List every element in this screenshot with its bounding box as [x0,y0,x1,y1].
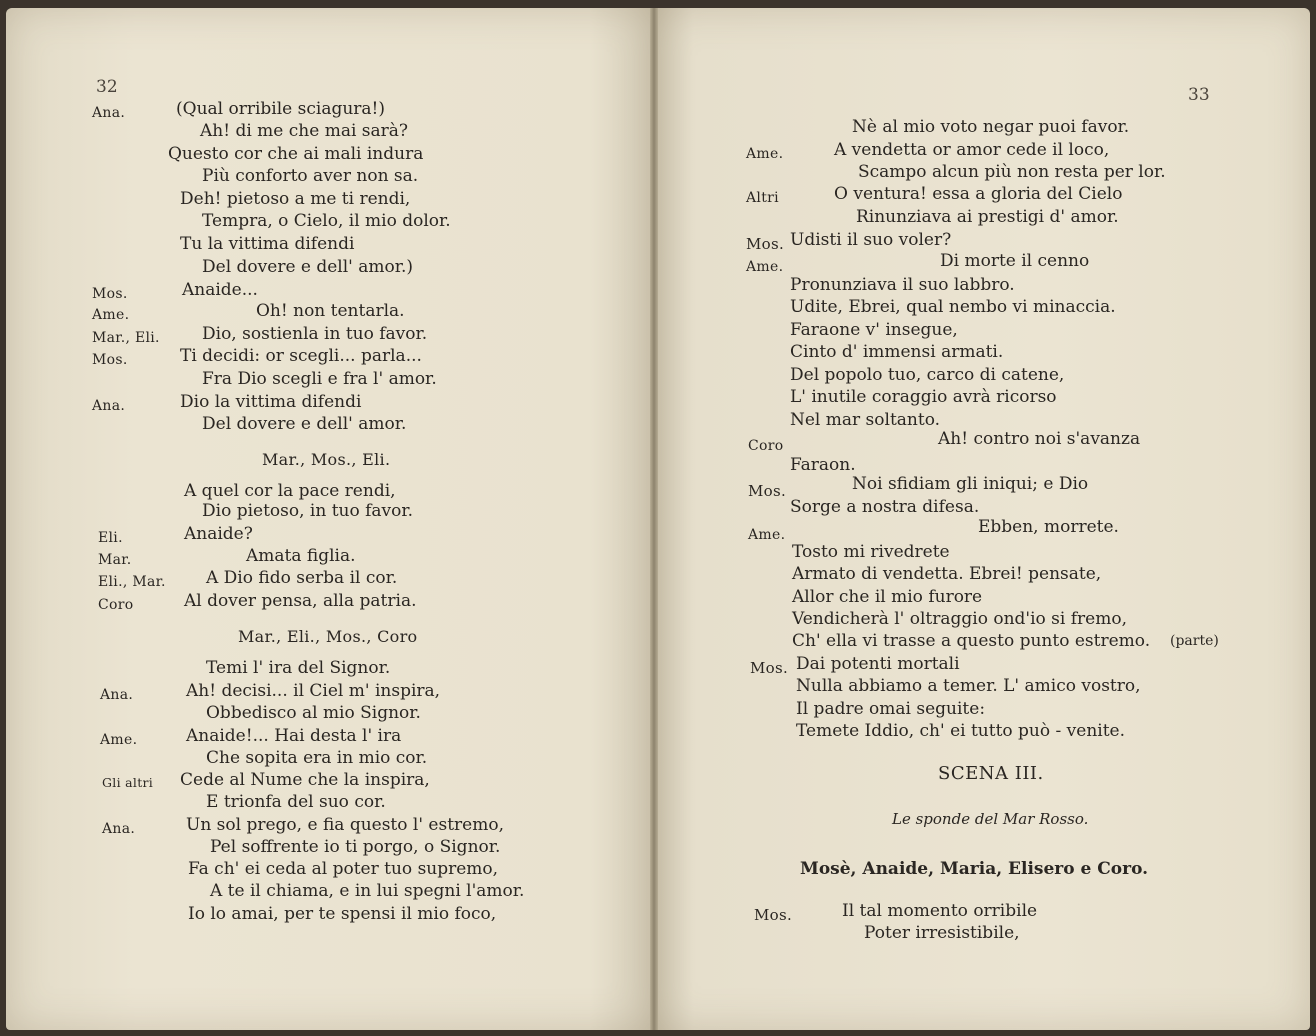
verse-line: Più conforto aver non sa. [202,166,419,186]
verse-line: Tu la vittima difendi [180,234,355,254]
verse-line: Tosto mi rivedrete [792,542,950,562]
verse-line: Faraon. [790,455,856,475]
verse-line: Rinunziava ai prestigi d' amor. [856,207,1119,227]
verse-line: L' inutile coraggio avrà ricorso [790,387,1057,407]
verse-line: Vendicherà l' oltraggio ond'io si fremo, [792,609,1127,629]
verse-line: Allor che il mio furore [792,587,983,607]
verse-line: Obbedisco al mio Signor. [206,703,421,723]
ensemble-heading: Mar., Mos., Eli. [262,450,391,469]
verse-line: Fa ch' ei ceda al poter tuo supremo, [188,859,499,879]
verse-line: Deh! pietoso a me ti rendi, [180,189,411,209]
verse-line: Di morte il cenno [940,251,1090,271]
verse-line: O ventura! essa a gloria del Cielo [834,184,1123,204]
page-number-right: 33 [1188,85,1210,105]
verse-line: Del dovere e dell' amor. [202,414,407,434]
verse-line: Temete Iddio, ch' ei tutto può - venite. [796,721,1126,741]
verse-line: Oh! non tentarla. [256,301,405,321]
verse-line: Questo cor che ai mali indura [168,144,424,164]
speaker: Coro [748,438,784,454]
speaker: Ana. [92,398,126,414]
speaker: Ame. [746,259,784,275]
speaker: Ame. [746,146,784,162]
speaker: Mos. [92,352,128,368]
speaker: Mos. [754,906,793,924]
verse-line: A quel cor la pace rendi, [184,481,396,501]
verse-line: Del dovere e dell' amor.) [202,257,414,277]
verse-line: Udite, Ebrei, qual nembo vi minaccia. [790,297,1116,317]
speaker: Ana. [92,105,126,121]
verse-line: Ah! decisi... il Ciel m' inspira, [186,681,441,701]
verse-line: Udisti il suo voler? [790,230,952,250]
speaker: Mar., Eli. [92,330,160,346]
stage-direction: (parte) [1170,633,1219,649]
ensemble-heading: Mar., Eli., Mos., Coro [238,627,418,646]
verse-line: Amata figlia. [246,546,356,566]
verse-line: Ah! di me che mai sarà? [200,121,409,141]
verse-line: Scampo alcun più non resta per lor. [858,162,1166,182]
verse-line: Ah! contro noi s'avanza [938,429,1141,449]
verse-line: Fra Dio scegli e fra l' amor. [202,369,437,389]
verse-line: Noi sfidiam gli iniqui; e Dio [852,474,1089,494]
verse-line: Pel soffrente io ti porgo, o Signor. [210,837,501,857]
speaker: Ame. [748,527,786,543]
verse-line: Pronunziava il suo labbro. [790,275,1015,295]
verse-line: Nulla abbiamo a temer. L' amico vostro, [796,676,1141,696]
verse-line: Che sopita era in mio cor. [206,748,428,768]
speaker: Mos. [746,235,785,253]
speaker: Mos. [750,659,789,677]
character-list: Mosè, Anaide, Maria, Elisero e Coro. [800,859,1149,879]
verse-line: E trionfa del suo cor. [206,792,386,812]
speaker: Mar. [98,552,132,568]
speaker: Ame. [100,732,138,748]
speaker: Eli. [98,530,123,546]
verse-line: Dio, sostienla in tuo favor. [202,324,428,344]
speaker: Ame. [92,307,130,323]
verse-line: Ebben, morrete. [978,517,1119,537]
verse-line: Io lo amai, per te spensi il mio foco, [188,904,497,924]
page-number-left: 32 [96,77,118,97]
verse-line: Cinto d' immensi armati. [790,342,1004,362]
verse-line: A te il chiama, e in lui spegni l'amor. [210,881,525,901]
speaker: Ana. [100,687,134,703]
verse-line: Tempra, o Cielo, il mio dolor. [202,211,451,231]
scene-setting: Le sponde del Mar Rosso. [892,810,1089,828]
verse-line: A Dio fido serba il cor. [206,568,398,588]
verse-line: Dio pietoso, in tuo favor. [202,501,414,521]
speaker: Mos. [748,482,787,500]
verse-line: Sorge a nostra difesa. [790,497,980,517]
verse-line: Ti decidi: or scegli... parla... [180,346,422,366]
verse-line: Anaide!... Hai desta l' ira [186,726,402,746]
verse-line: Ch' ella vi trasse a questo punto estremo. [792,631,1151,651]
speaker: Ana. [102,821,136,837]
speaker: Gli altri [102,775,154,790]
verse-line: Cede al Nume che la inspira, [180,770,430,790]
verse-line: Il tal momento orribile [842,901,1038,921]
verse-line: Temi l' ira del Signor. [206,658,391,678]
verse-line: Dai potenti mortali [796,654,960,674]
verse-line: Nè al mio voto negar puoi favor. [852,117,1130,137]
verse-line: Faraone v' insegue, [790,320,958,340]
verse-line: Anaide? [184,524,253,544]
verse-line: Dio la vittima difendi [180,392,362,412]
speaker: Eli., Mar. [98,574,166,590]
speaker: Mos. [92,286,128,302]
verse-line: Un sol prego, e fia questo l' estremo, [186,815,504,835]
verse-line: Del popolo tuo, carco di catene, [790,365,1065,385]
verse-line: Nel mar soltanto. [790,410,941,430]
speaker: Coro [98,597,134,613]
verse-line: Armato di vendetta. Ebrei! pensate, [792,564,1102,584]
verse-line: Il padre omai seguite: [796,699,986,719]
verse-line: (Qual orribile sciagura!) [176,99,386,119]
verse-line: Al dover pensa, alla patria. [184,591,417,611]
verse-line: Anaide... [182,280,258,300]
scene-heading: SCENA III. [938,763,1044,784]
book-gutter [650,8,658,1030]
verse-line: A vendetta or amor cede il loco, [834,140,1110,160]
verse-line: Poter irresistibile, [864,923,1020,943]
speaker: Altri [746,190,779,206]
